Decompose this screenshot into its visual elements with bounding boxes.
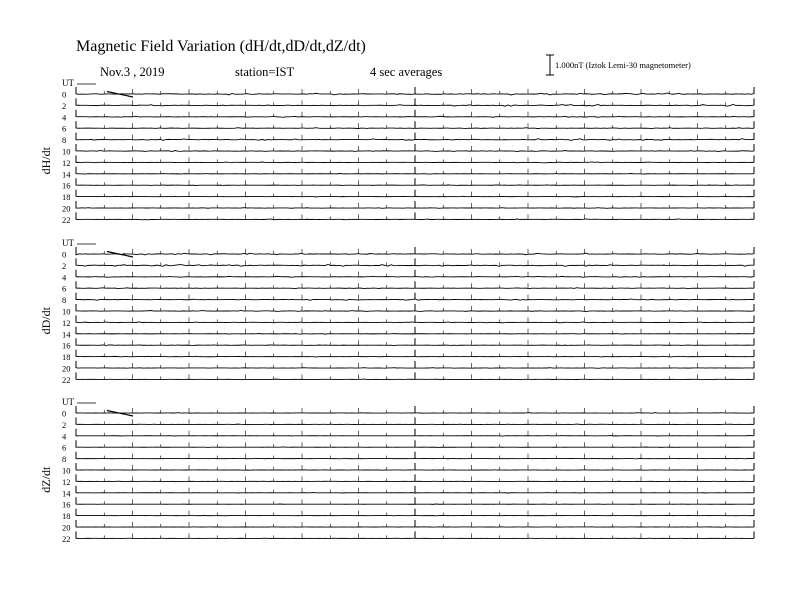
row-label: 16: [62, 180, 71, 191]
row-label: 6: [62, 283, 67, 294]
row-label: 10: [62, 465, 71, 476]
scale-bar-label: 1.000nT (Iztok Lemi-30 magnetometer): [555, 60, 691, 70]
row-label: 20: [62, 363, 71, 374]
ut-label: UT: [62, 238, 74, 248]
panel-dd-dt: [39, 238, 754, 385]
row-label: 10: [62, 146, 71, 157]
date-label: Nov.3 , 2019: [100, 65, 165, 79]
row-label: 14: [62, 488, 71, 499]
row-label: 18: [62, 352, 71, 363]
row-label: 8: [62, 454, 67, 465]
row-label: 12: [62, 157, 71, 168]
row-label: 20: [62, 203, 71, 214]
row-label: 6: [62, 442, 67, 453]
row-label: 0: [62, 249, 67, 260]
row-label: 2: [62, 419, 67, 430]
row-label: 14: [62, 329, 71, 340]
row-label: 12: [62, 317, 71, 328]
row-label: 4: [62, 272, 67, 283]
row-label: 22: [62, 533, 71, 544]
row-label: 18: [62, 192, 71, 203]
y-axis-label: dH/dt: [39, 147, 53, 175]
row-label: 2: [62, 100, 67, 111]
row-label: 16: [62, 340, 71, 351]
row-label: 22: [62, 214, 71, 225]
row-label: 4: [62, 112, 67, 123]
row-label: 8: [62, 295, 67, 306]
row-label: 4: [62, 431, 67, 442]
row-label: 12: [62, 476, 71, 487]
row-label: 10: [62, 306, 71, 317]
ut-label: UT: [62, 397, 74, 407]
ut-label: UT: [62, 78, 74, 88]
row-label: 18: [62, 511, 71, 522]
row-label: 16: [62, 499, 71, 510]
scale-bar: [546, 55, 554, 75]
panel-dz-dt: [39, 397, 754, 544]
row-label: 6: [62, 123, 67, 134]
row-label: 2: [62, 260, 67, 271]
row-label: 22: [62, 374, 71, 385]
row-label: 0: [62, 89, 67, 100]
row-label: 8: [62, 135, 67, 146]
y-axis-label: dZ/dt: [39, 466, 53, 493]
row-label: 0: [62, 408, 67, 419]
row-label: 14: [62, 169, 71, 180]
y-axis-label: dD/dt: [39, 307, 53, 335]
chart-title: Magnetic Field Variation (dH/dt,dD/dt,dZ/dt): [76, 38, 366, 55]
station-label: station=IST: [235, 65, 295, 79]
row-label: 20: [62, 522, 71, 533]
panel-dh-dt: [39, 78, 754, 225]
averaging-label: 4 sec averages: [370, 65, 443, 79]
